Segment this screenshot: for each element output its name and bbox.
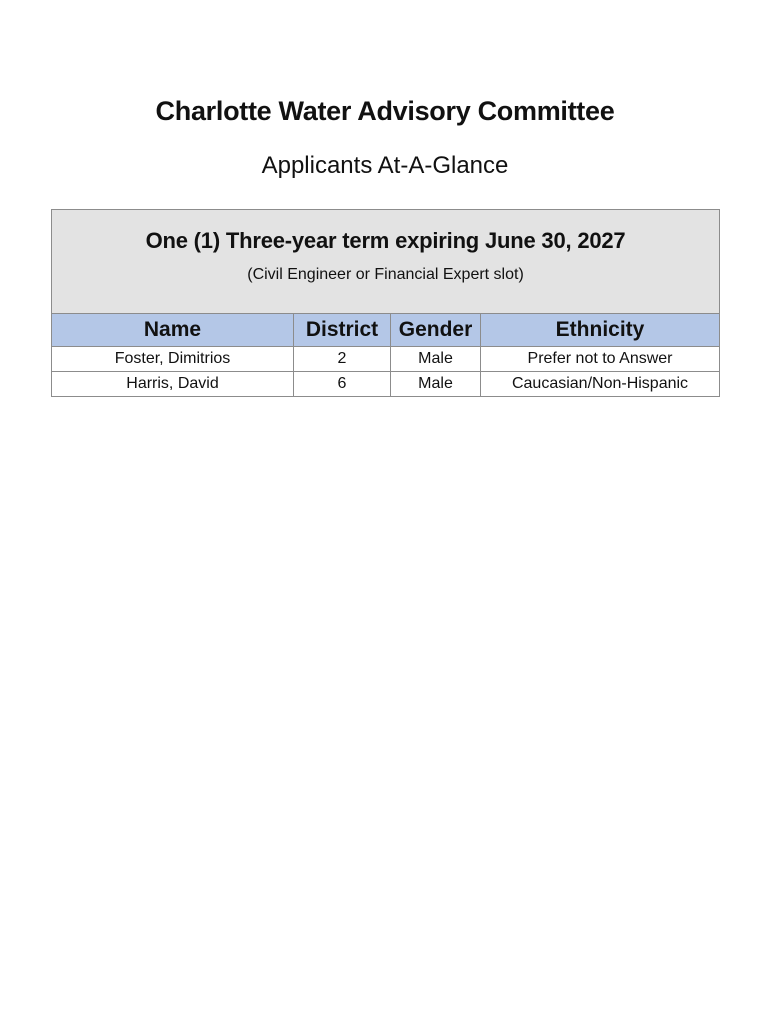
cell-gender: Male [391,372,481,397]
page-title: Charlotte Water Advisory Committee [155,96,615,126]
cell-district: 2 [294,347,391,372]
column-header-name: Name [52,314,294,347]
term-note: (Civil Engineer or Financial Expert slot) [247,266,524,283]
page-subtitle: Applicants At-A-Glance [261,152,509,179]
cell-name: Foster, Dimitrios [52,347,294,372]
column-header-district: District [294,314,391,347]
header-row [52,314,720,347]
applicants-table [51,209,720,397]
cell-ethnicity: Prefer not to Answer [481,347,720,372]
table-row [52,347,720,372]
table-row [52,372,720,397]
cell-gender: Male [391,347,481,372]
term-row [52,210,720,314]
term-banner [52,210,720,314]
cell-district: 6 [294,372,391,397]
column-header-gender: Gender [391,314,481,347]
column-header-ethnicity: Ethnicity [481,314,720,347]
cell-ethnicity: Caucasian/Non-Hispanic [481,372,720,397]
cell-name: Harris, David [52,372,294,397]
term-heading: One (1) Three-year term expiring June 30, 2027 [145,228,626,253]
